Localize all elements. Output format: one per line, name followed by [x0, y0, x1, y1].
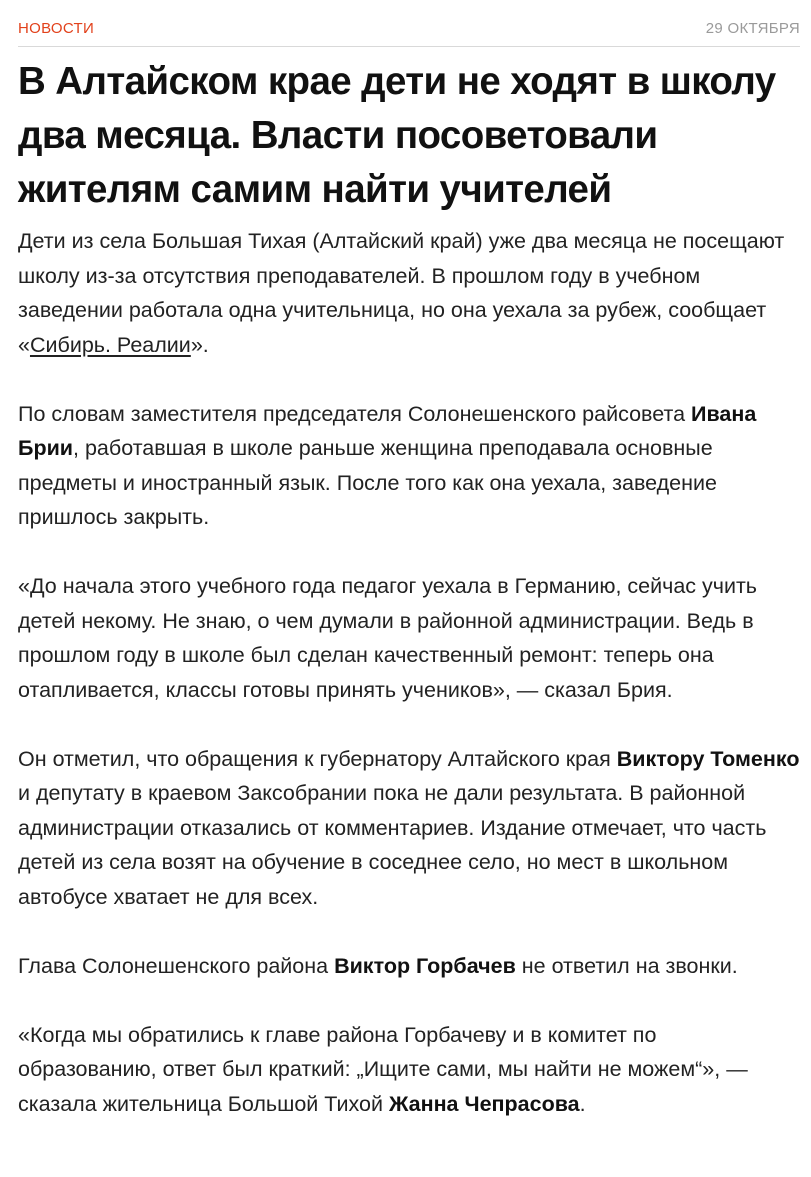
publish-date: 29 ОКТЯБРЯ [705, 20, 800, 37]
paragraph-4-text-start: Он отметил, что обращения к губернатору Алтайского края [18, 746, 617, 771]
paragraph-5 [18, 949, 800, 984]
paragraph-6-text-end: . [579, 1091, 586, 1116]
quote-text: «До начала этого учебного года педагог уехала в Германию, сейчас учить детей некому. Не знаю, о чем думали в районной администрации. Ведь в прошлом году в школе был сделан качественный ремонт: теперь она отапливается, классы готовы принять учеников», — сказал Брия. [18, 574, 758, 702]
paragraph-1-text-start: Дети из села Большая Тихая (Алтайский край) уже два месяца не посещают школу из-за отсутствия преподавателей. В прошлом году в учебном заведении работала одна учительница, но она уехала за рубеж, сообщает « [18, 229, 785, 357]
person-name: Ивана Брии [18, 401, 757, 460]
paragraph-1 [18, 224, 800, 362]
article-body [18, 224, 800, 1156]
paragraph-4-text-end: и депутату в краевом Заксобрании пока не дали результата. В районной администрации отказались от комментариев. Издание отмечает, что часть детей из села возят на обучение в соседнее село, но мест в школьном автобусе хватает не для всех. [18, 781, 767, 909]
person-name: Жанна Чепрасова [388, 1091, 580, 1116]
paragraph-2 [18, 397, 800, 535]
person-name: Виктору Томенко [616, 746, 800, 771]
paragraph-2-text-start: По словам заместителя председателя Солонешенского райсовета [18, 401, 691, 426]
article-headline: В Алтайском крае дети не ходят в школу два месяца. Власти посоветовали жителям самим найти учителей [18, 60, 776, 211]
source-link[interactable]: Сибирь. Реалии [29, 332, 191, 357]
paragraph-6-text-start: «Когда мы обратились к главе района Горбачеву и в комитет по образованию, ответ был краткий: „Ищите сами, мы найти не можем“», — сказала жительница Большой Тихой [18, 1022, 748, 1116]
section-link[interactable]: НОВОСТИ [18, 20, 95, 37]
paragraph-5-text-start: Глава Солонешенского района [18, 953, 335, 978]
meta-divider [18, 46, 800, 47]
person-name: Виктор Горбачев [334, 953, 516, 978]
paragraph-6 [18, 1018, 800, 1122]
paragraph-4 [18, 742, 800, 915]
paragraph-3 [18, 569, 800, 707]
paragraph-1-text-end: ». [190, 332, 209, 357]
paragraph-5-text-end: не ответил на звонки. [515, 953, 738, 978]
article-meta [18, 20, 800, 40]
paragraph-2-text-end: , работавшая в школе раньше женщина преподавала основные предметы и иностранный язык. После того как она уехала, заведение пришлось закрыть. [18, 436, 717, 529]
